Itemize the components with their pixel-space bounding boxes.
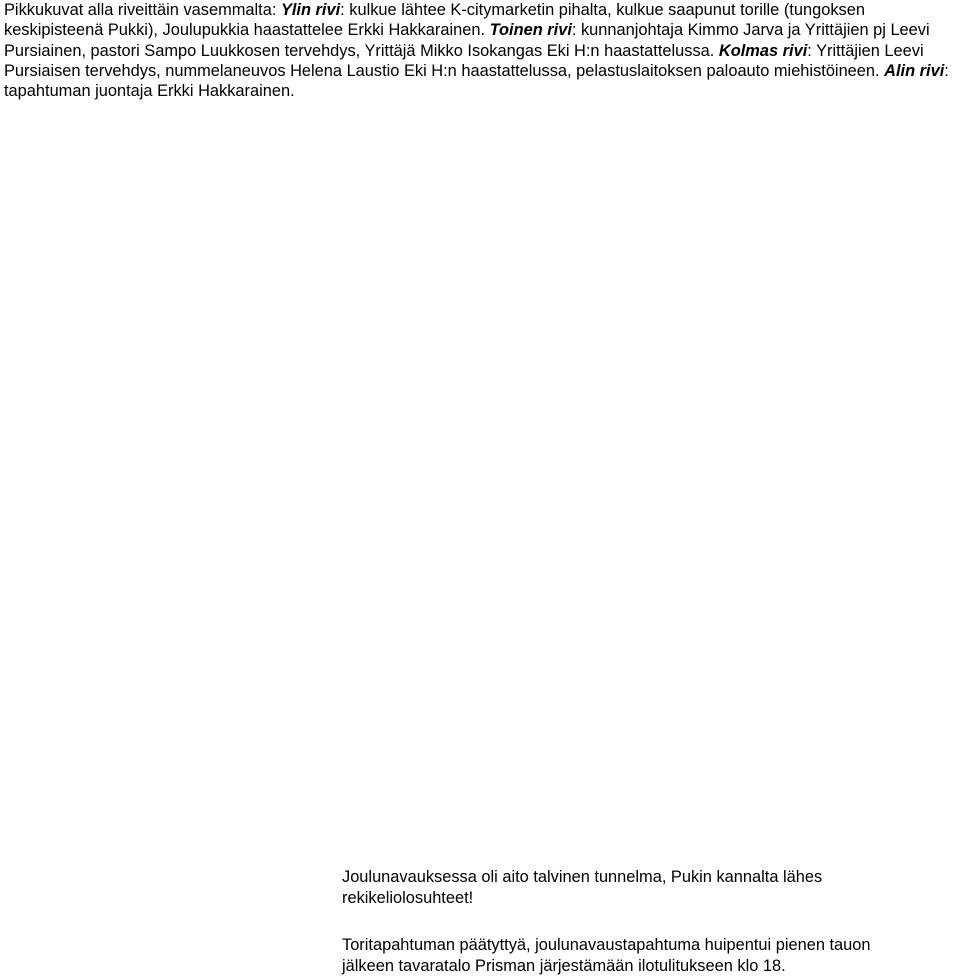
row1-text: : kulkue lähtee K-citymarketin pihalta, kulkue saapunut torille (tungoksen keskipisteenä Pukki), Joulupukkia haastattelee Erkki Hakkarainen. — [4, 1, 865, 40]
intro-paragraph — [4, 0, 958, 101]
caption-first: Joulunavauksessa oli aito talvinen tunnelma, Pukin kannalta lähes rekikeliolosuhteet! — [342, 868, 823, 907]
row4-label: Alin rivi — [884, 61, 945, 80]
row3-label: Kolmas rivi — [718, 41, 808, 60]
row4-text: : tapahtuman juontaja Erkki Hakkarainen. — [4, 61, 949, 101]
row3-text: : Yrittäjien Leevi Pursiaisen tervehdys, nummelaneuvos Helena Laustio Eki H:n haastattelussa, pelastuslaitoksen paloauto miehistöineen. — [4, 41, 924, 80]
caption-second: Toritapahtuman päätyttyä, joulunavaustapahtuma huipentui pienen tauon jälkeen tavaratalo Prisman järjestämään ilotulitukseen klo 18. — [342, 936, 871, 975]
row2-label: Toinen rivi — [489, 21, 572, 40]
row1-label: Ylin rivi — [280, 1, 341, 19]
intro-lead: Pikkukuvat alla riveittäin vasemmalta: — [4, 1, 281, 19]
row2-text: : kunnanjohtaja Kimmo Jarva ja Yrittäjien pj Leevi Pursiainen, pastori Sampo Luukkosen tervehdys, Yrittäjä Mikko Isokangas Eki H:n haastattelussa. — [4, 21, 930, 60]
